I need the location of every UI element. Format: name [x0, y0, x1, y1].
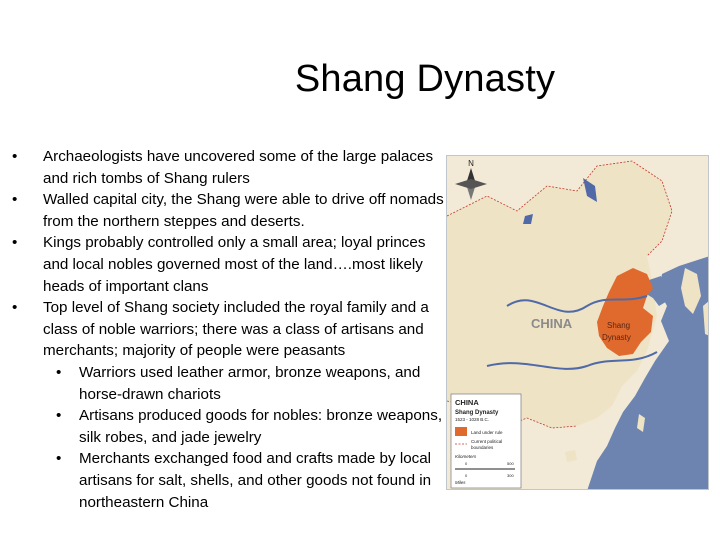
- sub-bullet-item: [12, 362, 444, 405]
- bullet-text: Archaeologists have uncovered some of the large palaces and rich tombs of Shang rulers: [43, 148, 434, 187]
- legend-boundary-label-1: Current political: [471, 439, 503, 444]
- bullet-marker: •: [56, 363, 62, 381]
- scale-mi-label: Miles: [455, 480, 466, 485]
- bullet-marker: •: [56, 407, 62, 425]
- bullet-marker: •: [12, 299, 18, 317]
- legend-subtitle: Shang Dynasty: [455, 410, 499, 416]
- bullet-text: Top level of Shang society included the royal family and a class of noble warriors; there was a class of artisans and merchants; majority of people were peasants: [43, 299, 429, 360]
- legend-shang-swatch: [455, 427, 467, 436]
- bullet-item: [12, 232, 444, 297]
- sub-bullet-item: [12, 448, 444, 513]
- sub-bullet-text: Merchants exchanged food and crafts made by local artisans for salt, shells, and other goods not found in northeastern China: [79, 450, 432, 511]
- slide-title: Shang Dynasty: [294, 58, 556, 100]
- bullet-marker: •: [56, 450, 62, 468]
- scale-km-0: 0: [465, 461, 468, 466]
- legend-dates: 1523 - 1028 B.C.: [455, 417, 490, 422]
- bullet-marker: •: [12, 234, 18, 252]
- legend-title: CHINA: [455, 398, 479, 407]
- region-label-line2: Dynasty: [602, 333, 631, 342]
- sub-bullet-text: Warriors used leather armor, bronze weapons, and horse-drawn chariots: [79, 363, 421, 403]
- legend-boundary-label-2: boundaries: [471, 445, 494, 450]
- bullet-item: [12, 146, 444, 189]
- scale-km-value: 500: [507, 461, 514, 466]
- hainan-island: [565, 450, 577, 462]
- bullet-text: Kings probably controlled only a small area; loyal princes and local nobles governed most of the land….most likely heads of important clans: [43, 234, 426, 295]
- scale-km-label: Kilometers: [455, 454, 477, 459]
- bullet-item: [12, 189, 444, 232]
- bullet-marker: •: [12, 148, 18, 165]
- sub-bullet-item: [12, 405, 444, 448]
- compass-north-label: N: [468, 159, 474, 168]
- bullet-text: Walled capital city, the Shang were able to drive off nomads from the northern steppes and deserts.: [43, 191, 444, 230]
- map-legend: [451, 394, 521, 488]
- shang-dynasty-map: [446, 155, 709, 490]
- bullet-item: [12, 297, 444, 362]
- legend-rule-label: Land under rule: [471, 430, 503, 435]
- sub-bullet-text: Artisans produced goods for nobles: bronze weapons, silk robes, and jade jewelry: [79, 407, 443, 446]
- region-label-line1: Shang: [607, 321, 631, 330]
- country-label: CHINA: [531, 316, 573, 331]
- scale-mi-0: 0: [465, 473, 468, 478]
- bullet-marker: •: [12, 191, 18, 209]
- bullet-list: [12, 146, 444, 513]
- scale-mi-value: 300: [507, 473, 514, 478]
